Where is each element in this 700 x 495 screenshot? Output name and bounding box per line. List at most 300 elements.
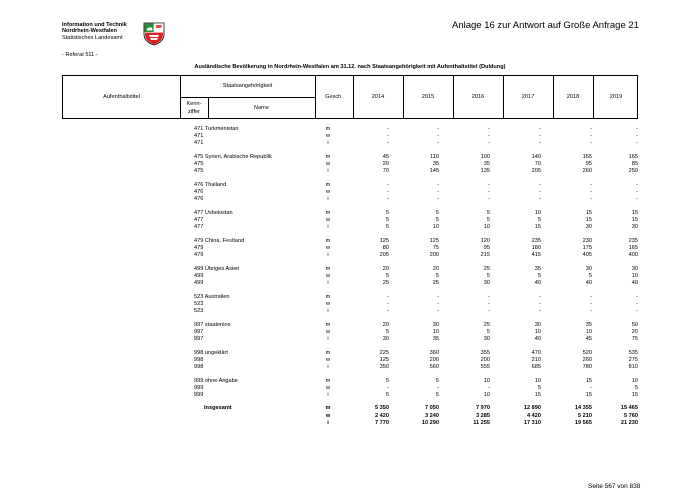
kennziffer-cell (194, 273, 203, 280)
country-name: Turkmenistan (204, 126, 239, 132)
value-cell: 5 (385, 273, 389, 279)
value-cell: - (387, 126, 389, 132)
value-cell: 10 (534, 378, 541, 384)
table-row (0, 378, 700, 385)
kennziffer-cell (194, 140, 203, 147)
table-row (0, 420, 700, 427)
kennziffer-cell (194, 217, 203, 224)
sex-cell: m (325, 126, 331, 132)
sex-cell: w (325, 357, 331, 363)
kennziffer-code: 998 (194, 357, 204, 363)
value-cell: 10 (483, 378, 490, 384)
value-cell: 17 310 (523, 420, 541, 426)
value-cell: 20 (432, 266, 439, 272)
kennziffer-cell (194, 182, 226, 189)
value-cell: - (636, 301, 638, 307)
value-cell: 7 050 (425, 405, 439, 411)
value-cell: 30 (483, 280, 490, 286)
kennziffer-cell (194, 161, 203, 168)
value-cell: 5 (486, 329, 490, 335)
value-cell: 5 (385, 217, 389, 223)
kennziffer-code: 476 (194, 196, 204, 202)
value-cell: 75 (432, 245, 439, 251)
table-row (0, 273, 700, 280)
value-cell: 19 565 (574, 420, 592, 426)
value-cell: 40 (534, 280, 541, 286)
value-cell: 205 (531, 168, 541, 174)
value-cell: 15 (631, 210, 638, 216)
kennziffer-cell (194, 224, 203, 231)
kennziffer-code: 476 (194, 189, 204, 195)
value-cell: 235 (531, 238, 541, 244)
value-cell: 80 (382, 245, 389, 251)
value-cell: - (636, 126, 638, 132)
sex-cell: m (325, 322, 331, 328)
value-cell: - (387, 189, 389, 195)
value-cell: - (437, 182, 439, 188)
sex-cell: w (325, 412, 331, 419)
value-cell: 7 770 (375, 420, 389, 426)
value-cell: 21 230 (620, 420, 638, 426)
value-cell: 5 (537, 217, 541, 223)
value-cell: - (539, 182, 541, 188)
kennziffer-cell (194, 308, 203, 315)
table-row (0, 196, 700, 203)
value-cell: 10 (534, 210, 541, 216)
org-line-1: Information und Technik (62, 22, 127, 28)
table-row (0, 154, 700, 161)
value-cell: 10 (631, 273, 638, 279)
value-cell: 4 420 (527, 412, 541, 419)
country-name: ohne Angabe (204, 378, 238, 384)
value-cell: - (437, 196, 439, 202)
value-cell: 25 (483, 266, 490, 272)
value-cell: - (488, 182, 490, 188)
organization-name (62, 22, 127, 41)
value-cell: - (488, 308, 490, 314)
value-cell: - (488, 189, 490, 195)
header-name: Name (254, 105, 269, 111)
value-cell: 10 (585, 329, 592, 335)
value-cell: 45 (382, 154, 389, 160)
value-cell: - (590, 126, 592, 132)
value-cell: 20 (631, 329, 638, 335)
table-row (0, 405, 700, 412)
kennziffer-code: 471 (194, 140, 204, 146)
kennziffer-cell (194, 252, 203, 259)
kennziffer-cell (194, 385, 203, 392)
value-cell: 5 (435, 392, 439, 398)
value-cell: 30 (432, 322, 439, 328)
sex-cell: m (325, 350, 331, 356)
header-kennziffer: Kenn- ziffer (186, 101, 202, 115)
sex-cell: m (325, 405, 331, 411)
value-cell: 25 (483, 322, 490, 328)
org-line-3: Statistisches Landesamt (62, 34, 123, 41)
value-cell: 30 (382, 336, 389, 342)
value-cell: 20 (382, 266, 389, 272)
value-cell: 250 (628, 168, 638, 174)
value-cell: - (488, 196, 490, 202)
table-row (0, 224, 700, 231)
kennziffer-code: 999 (194, 392, 204, 398)
table-row (0, 133, 700, 140)
value-cell: - (437, 301, 439, 307)
value-cell: - (590, 308, 592, 314)
value-cell: 5 210 (578, 412, 592, 419)
value-cell: 215 (480, 252, 490, 258)
table-row (0, 140, 700, 147)
value-cell: 30 (631, 266, 638, 272)
kennziffer-code: 523 (194, 294, 204, 300)
value-cell: 11 255 (473, 420, 490, 426)
country-name: Übriges Asien (204, 266, 240, 272)
value-cell: 165 (628, 154, 638, 160)
table-row (0, 301, 700, 308)
sex-cell: w (325, 329, 331, 335)
value-cell: - (488, 294, 490, 300)
sex-cell: m (325, 182, 331, 188)
value-cell: 10 290 (421, 420, 439, 426)
value-cell: 5 (435, 210, 439, 216)
kennziffer-code: 475 (194, 154, 204, 160)
value-cell: - (539, 301, 541, 307)
value-cell: 5 (385, 210, 389, 216)
kennziffer-code: 477 (194, 217, 204, 223)
value-cell: - (539, 308, 541, 314)
header-year-2017: 2017 (521, 94, 535, 100)
value-cell: 135 (480, 168, 490, 174)
value-cell: 810 (628, 364, 638, 370)
sex-cell: i (327, 140, 329, 146)
table-row (0, 385, 700, 392)
value-cell: 15 (585, 210, 592, 216)
table-row (0, 126, 700, 133)
value-cell: 40 (631, 280, 638, 286)
table-row (0, 280, 700, 287)
header-aufenthaltstitel: Aufenthaltstitel (103, 94, 140, 100)
sex-cell: i (327, 420, 329, 426)
value-cell: 180 (531, 245, 541, 251)
value-cell: 15 (585, 378, 592, 384)
value-cell: 5 (486, 210, 490, 216)
value-cell: - (387, 385, 389, 391)
value-cell: 10 (483, 392, 490, 398)
value-cell: 30 (631, 224, 638, 230)
table-row (0, 252, 700, 259)
value-cell: 350 (379, 364, 389, 370)
value-cell: - (488, 126, 490, 132)
table-row (0, 210, 700, 217)
sex-cell: i (327, 336, 329, 342)
value-cell: 125 (379, 357, 389, 363)
value-cell: 70 (534, 161, 541, 167)
kennziffer-cell (194, 126, 238, 133)
kennziffer-code: 499 (194, 280, 204, 286)
value-cell: 5 350 (375, 405, 389, 411)
kennziffer-cell (194, 350, 228, 357)
kennziffer-cell (194, 357, 203, 364)
kennziffer-code: 476 (194, 182, 204, 188)
kennziffer-cell (194, 294, 229, 301)
value-cell: 110 (430, 154, 439, 160)
sex-cell: i (327, 364, 329, 370)
kennziffer-cell (194, 280, 203, 287)
value-cell: 5 (486, 217, 490, 223)
value-cell: - (590, 140, 592, 146)
country-name: ungeklärt (204, 350, 228, 356)
kennziffer-code: 999 (194, 378, 204, 384)
value-cell: 30 (585, 224, 592, 230)
value-cell: 520 (582, 350, 592, 356)
value-cell: 415 (531, 252, 541, 258)
value-cell: 12 890 (523, 405, 541, 411)
kennziffer-code: 479 (194, 245, 204, 251)
sex-cell: m (325, 210, 331, 216)
value-cell: 230 (582, 238, 592, 244)
total-label: Insgesamt (204, 405, 232, 411)
value-cell: 30 (534, 322, 541, 328)
value-cell: 35 (585, 322, 592, 328)
kennziffer-cell (194, 133, 203, 140)
value-cell: 235 (628, 238, 638, 244)
value-cell: - (539, 133, 541, 139)
table-row (0, 245, 700, 252)
sex-cell: m (325, 154, 331, 160)
table-row (0, 350, 700, 357)
value-cell: 70 (382, 168, 389, 174)
kennziffer-cell (194, 238, 244, 245)
table-row (0, 294, 700, 301)
value-cell: 780 (582, 364, 592, 370)
value-cell: 20 (382, 322, 389, 328)
value-cell: 10 (483, 224, 490, 230)
value-cell: 355 (480, 350, 490, 356)
value-cell: - (488, 140, 490, 146)
kennziffer-code: 997 (194, 322, 204, 328)
sex-cell: m (325, 266, 331, 272)
value-cell: 30 (585, 266, 592, 272)
value-cell: 30 (483, 336, 490, 342)
sex-cell: w (325, 133, 331, 139)
value-cell: 15 (631, 217, 638, 223)
value-cell: 210 (531, 357, 541, 363)
header-staatsangehoerigkeit: Staatsangehörigkeit (222, 83, 273, 89)
value-cell: 560 (429, 364, 439, 370)
kennziffer-cell (194, 378, 238, 385)
value-cell: 555 (480, 364, 490, 370)
value-cell: - (387, 140, 389, 146)
value-cell: 15 (585, 217, 592, 223)
value-cell: - (636, 294, 638, 300)
value-cell: 10 (534, 329, 541, 335)
value-cell: 25 (432, 280, 439, 286)
value-cell: 3 285 (476, 412, 490, 419)
value-cell: 165 (582, 154, 592, 160)
table-row (0, 161, 700, 168)
sex-cell: i (327, 224, 329, 230)
kennziffer-code: 475 (194, 168, 204, 174)
value-cell: 5 (385, 378, 389, 384)
value-cell: 260 (582, 357, 592, 363)
value-cell: - (539, 189, 541, 195)
department-label: - Referat 511 - (62, 52, 98, 58)
header-year-2014: 2014 (371, 94, 385, 100)
table-row (0, 168, 700, 175)
value-cell: - (387, 308, 389, 314)
value-cell: - (387, 196, 389, 202)
value-cell: 5 (537, 385, 541, 391)
value-cell: - (590, 294, 592, 300)
value-cell: 125 (429, 238, 439, 244)
table-row (0, 336, 700, 343)
value-cell: 95 (585, 161, 592, 167)
kennziffer-cell (194, 329, 203, 336)
value-cell: - (437, 189, 439, 195)
kennziffer-code: 471 (194, 133, 204, 139)
country-name: Thailand (204, 182, 227, 188)
country-name: Syrien, Arabische Republik (204, 154, 272, 160)
kennziffer-cell (194, 364, 203, 371)
kennziffer-cell (194, 392, 203, 399)
value-cell: - (488, 385, 490, 391)
value-cell: 3 240 (425, 412, 439, 419)
table-title: Ausländische Bevölkerung in Nordrhein-Westfalen am 31.12. nach Staatsangehörigkeit mit Aufenthaltstitel (Duldung) (194, 64, 506, 70)
value-cell: 260 (582, 168, 592, 174)
value-cell: - (590, 301, 592, 307)
value-cell: 175 (582, 245, 592, 251)
sex-cell: i (327, 168, 329, 174)
kennziffer-code: 499 (194, 266, 204, 272)
value-cell: 15 (585, 392, 592, 398)
sex-cell: w (325, 273, 331, 279)
table-row (0, 238, 700, 245)
value-cell: - (539, 196, 541, 202)
table-row (0, 308, 700, 315)
sex-cell: i (327, 308, 329, 314)
table-row (0, 189, 700, 196)
value-cell: 200 (429, 252, 439, 258)
kennziffer-code: 479 (194, 238, 204, 244)
kennziffer-code: 499 (194, 273, 204, 279)
sex-cell: i (327, 196, 329, 202)
value-cell: 35 (534, 266, 541, 272)
value-cell: 205 (379, 252, 389, 258)
value-cell: 5 (385, 329, 389, 335)
value-cell: 5 (486, 273, 490, 279)
value-cell: 360 (429, 350, 439, 356)
value-cell: - (636, 133, 638, 139)
value-cell: - (636, 140, 638, 146)
value-cell: 5 (385, 392, 389, 398)
kennziffer-cell (194, 189, 203, 196)
country-name: Australien (204, 294, 230, 300)
value-cell: 200 (480, 357, 490, 363)
table-row (0, 392, 700, 399)
kennziffer-cell (194, 196, 203, 203)
value-cell: - (437, 133, 439, 139)
value-cell: - (437, 308, 439, 314)
value-cell: 405 (582, 252, 592, 258)
value-cell: 20 (382, 161, 389, 167)
value-cell: 120 (480, 238, 490, 244)
value-cell: 5 (435, 378, 439, 384)
sex-cell: w (325, 189, 331, 195)
value-cell: 470 (531, 350, 541, 356)
value-cell: - (636, 196, 638, 202)
table-row (0, 329, 700, 336)
value-cell: 5 (588, 273, 592, 279)
country-name: staatenlos (204, 322, 231, 328)
value-cell: - (590, 196, 592, 202)
kennziffer-code: 998 (194, 350, 204, 356)
value-cell: 165 (628, 245, 638, 251)
value-cell: - (539, 140, 541, 146)
kennziffer-code: 475 (194, 161, 204, 167)
value-cell: - (437, 385, 439, 391)
table-row (0, 266, 700, 273)
value-cell: 5 760 (624, 412, 638, 419)
sex-cell: m (325, 238, 331, 244)
sex-cell: i (327, 392, 329, 398)
value-cell: - (437, 126, 439, 132)
value-cell: 10 (631, 378, 638, 384)
value-cell: 2 420 (375, 412, 389, 419)
sex-cell: w (325, 161, 331, 167)
value-cell: 5 (435, 217, 439, 223)
value-cell: 225 (379, 350, 389, 356)
value-cell: 35 (483, 161, 490, 167)
kennziffer-code: 998 (194, 364, 204, 370)
kennziffer-code: 523 (194, 308, 204, 314)
value-cell: 35 (432, 336, 439, 342)
table-row (0, 357, 700, 364)
value-cell: 7 970 (476, 405, 490, 411)
value-cell: 535 (628, 350, 638, 356)
value-cell: - (590, 133, 592, 139)
value-cell: 95 (483, 245, 490, 251)
value-cell: 5 (385, 224, 389, 230)
kennziffer-code: 523 (194, 301, 204, 307)
value-cell: 45 (585, 336, 592, 342)
value-cell: 25 (382, 280, 389, 286)
sex-cell: w (325, 245, 331, 251)
value-cell: 15 465 (620, 405, 638, 411)
header-geschlecht: Gesch. (325, 94, 343, 100)
nrw-coat-of-arms-logo (143, 22, 165, 46)
value-cell: - (387, 133, 389, 139)
value-cell: - (590, 182, 592, 188)
value-cell: - (387, 294, 389, 300)
kennziffer-cell (194, 301, 203, 308)
table-row (0, 217, 700, 224)
value-cell: 275 (628, 357, 638, 363)
value-cell: 35 (432, 161, 439, 167)
kennziffer-code: 471 (194, 126, 204, 132)
sex-cell: w (325, 301, 331, 307)
sex-cell: w (325, 217, 331, 223)
value-cell: 15 (534, 392, 541, 398)
sex-cell: i (327, 280, 329, 286)
value-cell: 40 (534, 336, 541, 342)
kennziffer-code: 477 (194, 224, 204, 230)
header-year-2015: 2015 (421, 94, 435, 100)
value-cell: 10 (432, 329, 439, 335)
kennziffer-cell (194, 322, 230, 329)
value-cell: - (636, 182, 638, 188)
value-cell: 40 (585, 280, 592, 286)
table-row (0, 364, 700, 371)
